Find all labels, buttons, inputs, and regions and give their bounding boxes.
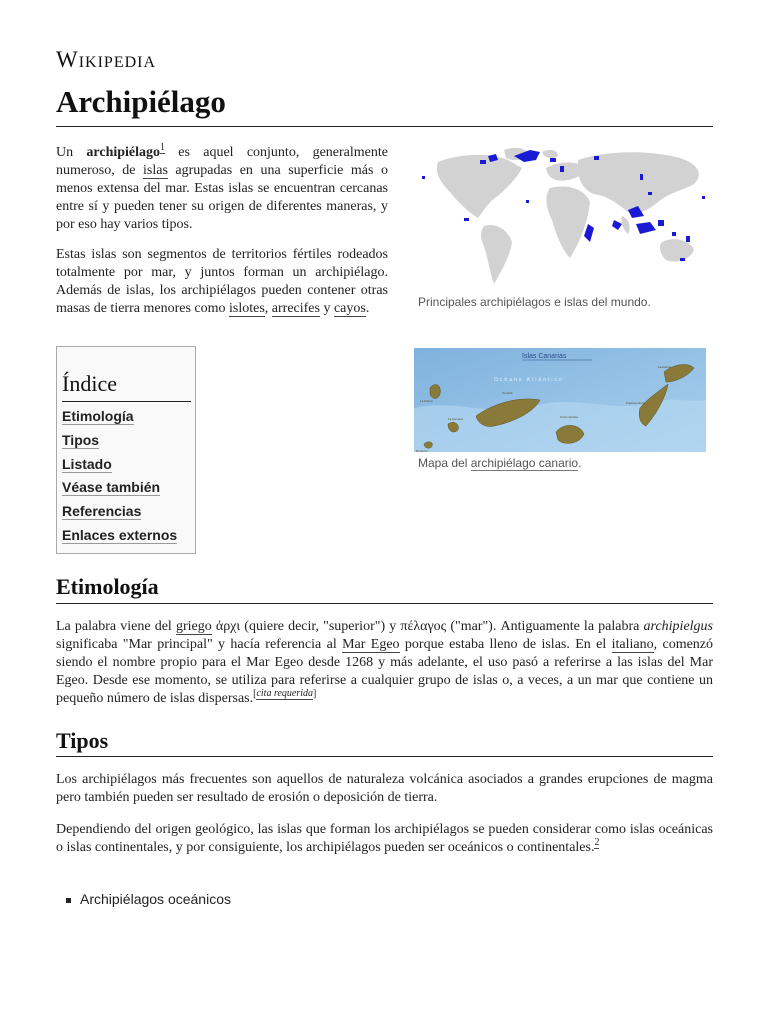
toc-title-underline	[62, 401, 191, 402]
svg-text:Tenerife: Tenerife	[502, 391, 513, 395]
cita-requerida-link[interactable]: cita requerida	[256, 688, 314, 700]
section-heading-tipos: Tipos	[56, 728, 109, 753]
intro-paragraph-1: Un archipiélago$^1$ es aquel conjunto, generalmente numeroso, de islas agrupadas en una superficie más o menos extensa del mar. Estas islas se encuentran cercanas entre sí y pueden tener su origen de diferentes maneras, y por eso hay varios tipos.	[56, 142, 388, 232]
term-archipielago: archipiélago	[86, 145, 161, 160]
list-item-archipielagos-oceanicos: Archipiélagos oceánicos	[66, 891, 231, 907]
page-title: Archipiélago	[56, 84, 226, 119]
intro-paragraph-2: Estas islas son segmentos de territorios fértiles rodeados totalmente por mar, y juntos forman un archipiélago. Además de islas, los archipiélagos pueden contener otras masas de tierra menores como islotes, arrecifes y cayos.	[56, 247, 388, 316]
archipielago-canario-link[interactable]: archipiélago canario	[470, 456, 579, 470]
bullet-marker	[66, 898, 71, 903]
toc-item-vease-tambien[interactable]: Véase también	[62, 479, 161, 495]
svg-text:Lanzarote: Lanzarote	[658, 365, 672, 369]
toc-item-enlaces-externos[interactable]: Enlaces externos	[62, 527, 178, 543]
cayos-link[interactable]: cayos	[333, 301, 366, 316]
svg-text:Fuerteventura: Fuerteventura	[626, 401, 645, 405]
canary-islands-map[interactable]	[414, 348, 706, 452]
section-heading-etimologia: Etimología	[56, 574, 159, 599]
islas-link[interactable]: islas	[143, 163, 168, 178]
world-archipelagos-map[interactable]	[418, 146, 710, 292]
mar-egeo-link[interactable]: Mar Egeo	[342, 637, 400, 652]
world-map-caption: Principales archipiélagos e islas del mundo.	[418, 295, 651, 309]
wikipedia-wordmark[interactable]: Wikipedia	[56, 47, 157, 72]
toc-title: Índice	[62, 371, 117, 396]
ref-2-link[interactable]: 2	[594, 837, 600, 849]
canary-map-caption: Mapa del archipiélago canario.	[418, 456, 582, 470]
arrecifes-link[interactable]: arrecifes	[271, 301, 320, 316]
italiano-link[interactable]: italiano	[611, 637, 654, 652]
canary-map-title: Islas Canarias	[522, 353, 567, 360]
tipos-paragraph-1: Los archipiélagos más frecuentes son aquellos de naturaleza volcánica asociados a grandes erupciones de magma pero también pueden ser resultado de erosión o deposición de tierra.	[56, 772, 713, 805]
tipos-paragraph-2: Dependiendo del origen geológico, las islas que forman los archipiélagos se pueden considerar como islas oceánicas o islas continentales, y por consiguiente, los archipiélagos pueden ser oceánicos o continentales.$^2$	[56, 822, 713, 855]
svg-text:La Palma: La Palma	[420, 399, 433, 403]
toc-item-etimologia[interactable]: Etimología	[62, 408, 134, 424]
svg-text:Gran Canaria: Gran Canaria	[560, 415, 579, 419]
title-underline	[56, 126, 713, 127]
svg-text:El Hierro: El Hierro	[416, 449, 428, 452]
griego-link[interactable]: griego	[175, 619, 212, 634]
table-of-contents	[56, 346, 196, 554]
tipos-underline	[56, 756, 713, 757]
etimologia-paragraph: La palabra viene del griego ἀρχι (quiere decir, "superior") y πέλαγος ("mar"). Antiguamente la palabra archipielgus significaba "Mar principal" y hacía referencia al Mar Egeo porque estaba lleno de islas. En el italiano, comenzó siendo el nombre propio para el Mar Egeo desde 1268 y más adelante, el uso pasó a referirse a las islas del Mar Egeo. Desde ese momento, se utiliza para referirse a cualquier grupo de islas o, a veces, a un mar que contiene un pequeño número de islas dispersas.[cita requerida]	[56, 619, 714, 706]
toc-item-tipos[interactable]: Tipos	[62, 432, 100, 448]
toc-item-listado[interactable]: Listado	[62, 456, 112, 472]
etimologia-underline	[56, 603, 713, 604]
islotes-link[interactable]: islotes	[229, 301, 265, 316]
toc-item-referencias[interactable]: Referencias	[62, 503, 142, 519]
canary-map-ocean-label: Océano Atlántico	[494, 377, 564, 383]
svg-text:La Gomera: La Gomera	[448, 417, 464, 421]
ref-1-link[interactable]: 1	[160, 142, 166, 154]
